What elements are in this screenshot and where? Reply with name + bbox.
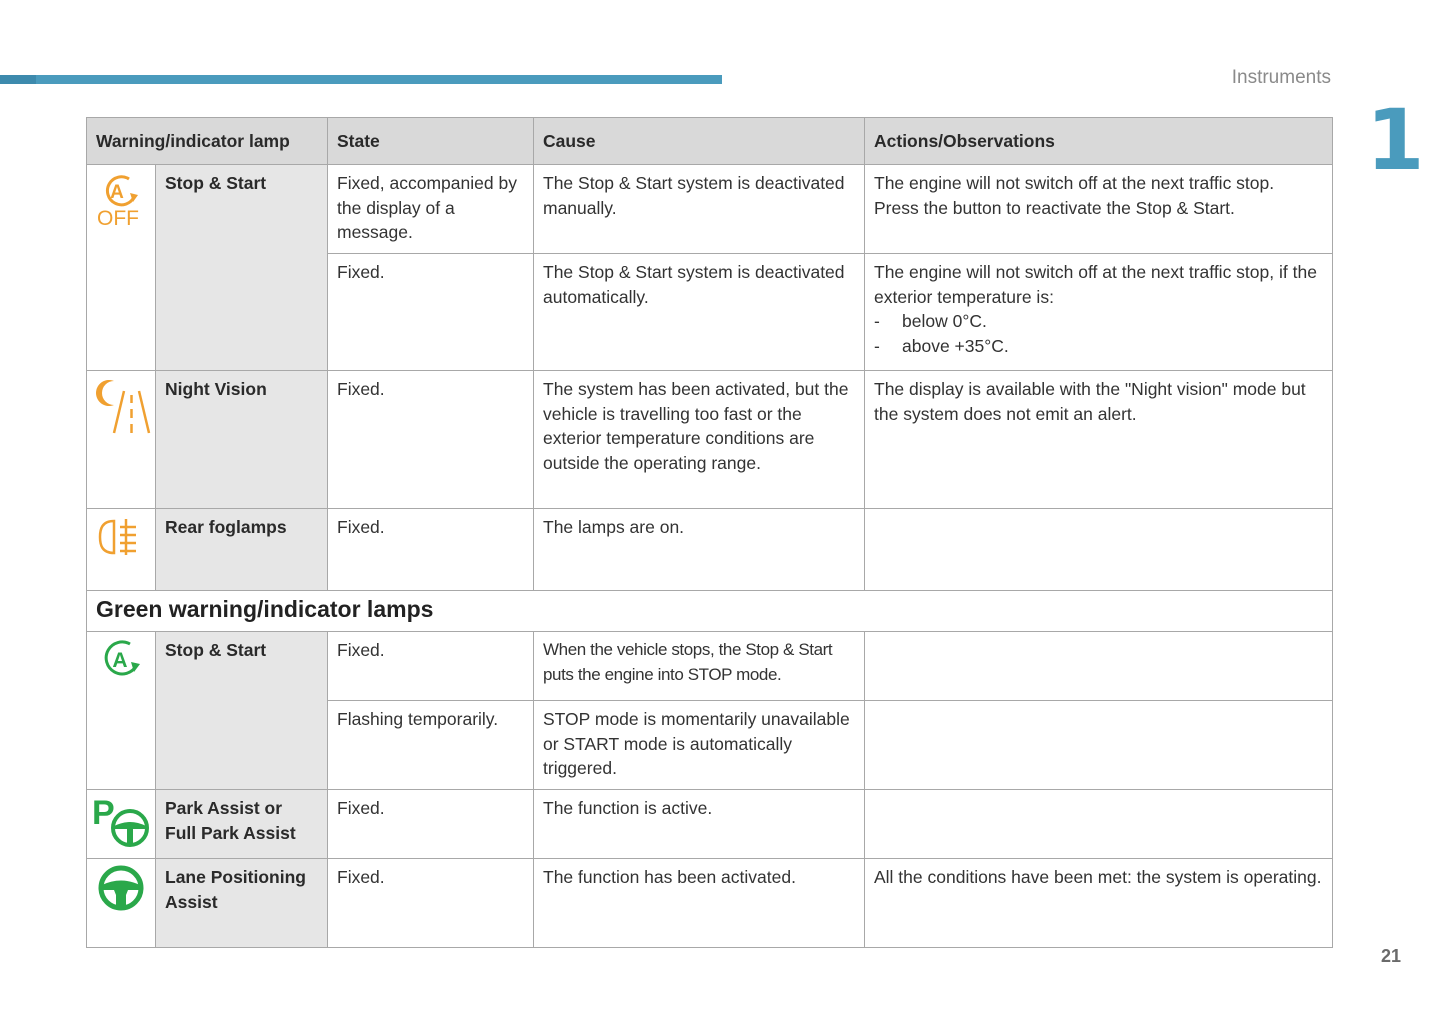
- actions-cell: [865, 701, 1333, 790]
- cause-cell: The Stop & Start system is deactivated automatically.: [534, 254, 865, 371]
- cause-cell: The function has been activated.: [534, 859, 865, 948]
- stop-start-off-icon: [96, 171, 146, 231]
- actions-cell: [865, 254, 1333, 371]
- stop-start-a-icon: [96, 638, 146, 682]
- bullet-text: below 0°C.: [902, 311, 987, 331]
- group-heading-row: [87, 591, 1333, 632]
- cause-cell: STOP mode is momentarily unavailable or START mode is automatically triggered.: [534, 701, 865, 790]
- stop-start-a-icon-a: A: [112, 649, 128, 672]
- cause-cell: The Stop & Start system is deactivated manually.: [534, 165, 865, 254]
- table-row: [87, 371, 1333, 509]
- actions-cell: All the conditions have been met: the system is operating.: [865, 859, 1333, 948]
- state-cell: Flashing temporarily.: [328, 701, 534, 790]
- park-assist-icon: [90, 794, 152, 848]
- list-item: [874, 309, 1323, 334]
- bullet-dash: -: [874, 335, 880, 356]
- top-accent-bar-start: [0, 75, 36, 84]
- rear-foglamp-icon-cell: [87, 509, 156, 591]
- state-cell: Fixed.: [328, 509, 534, 591]
- lamp-name: Stop & Start: [156, 632, 328, 790]
- lamp-name-line1: Park Assist or: [165, 798, 283, 818]
- actions-cell: The display is available with the "Night vision" mode but the system does not emit an alert.: [865, 371, 1333, 509]
- page-number: 21: [1381, 946, 1402, 966]
- steering-wheel-icon-cell: [87, 859, 156, 948]
- night-vision-icon-cell: [87, 371, 156, 509]
- state-cell: Fixed, accompanied by the display of a message.: [328, 165, 534, 254]
- rear-foglamp-icon: [96, 515, 146, 559]
- header-lamp: Warning/indicator lamp: [87, 118, 328, 165]
- actions-cell: [865, 632, 1333, 701]
- table-row: [87, 632, 1333, 701]
- state-cell: Fixed.: [328, 790, 534, 859]
- header-cause: Cause: [534, 118, 865, 165]
- lamp-name: Rear foglamps: [156, 509, 328, 591]
- state-cell: Fixed.: [328, 254, 534, 371]
- lamp-name-line2: Full Park Assist: [165, 822, 296, 843]
- list-item: [874, 334, 1323, 359]
- state-cell: Fixed.: [328, 371, 534, 509]
- chapter-number: 1: [1366, 91, 1425, 189]
- cause-cell: The system has been activated, but the vehicle is travelling too fast or the exterior temperature conditions are outside the operating range.: [534, 371, 865, 509]
- table-row: [87, 165, 1333, 254]
- stop-start-off-icon-a: A: [110, 182, 124, 203]
- header-actions: Actions/Observations: [865, 118, 1333, 165]
- actions-cell: The engine will not switch off at the next traffic stop. Press the button to reactivate the Stop & Start.: [865, 165, 1333, 254]
- table-row: [87, 859, 1333, 948]
- top-accent-bar: [0, 75, 722, 84]
- stop-start-a-icon-cell: [87, 632, 156, 790]
- lamp-name-line2: Assist: [165, 891, 218, 912]
- lamp-name: Stop & Start: [156, 165, 328, 371]
- stop-start-off-icon-cell: [87, 165, 156, 371]
- temperature-list: [874, 309, 1323, 358]
- cause-cell: The function is active.: [534, 790, 865, 859]
- actions-cell: [865, 509, 1333, 591]
- night-vision-icon: [96, 377, 152, 437]
- stop-start-off-icon-off: OFF: [97, 207, 139, 230]
- table-header-row: [87, 118, 1333, 165]
- actions-intro: The engine will not switch off at the next traffic stop, if the exterior temperature is:: [874, 262, 1317, 307]
- lamp-name: Night Vision: [156, 371, 328, 509]
- bullet-text: above +35°C.: [902, 335, 1009, 356]
- lamp-name: [156, 790, 328, 859]
- group-heading: Green warning/indicator lamps: [87, 591, 1333, 632]
- warning-lamps-table: [86, 117, 1333, 948]
- bullet-dash: -: [874, 311, 880, 331]
- lamp-name: [156, 859, 328, 948]
- cause-cell: The lamps are on.: [534, 509, 865, 591]
- park-assist-icon-cell: [87, 790, 156, 859]
- park-assist-icon-p: P: [92, 794, 115, 832]
- state-cell: Fixed.: [328, 632, 534, 701]
- table-row: [87, 509, 1333, 591]
- cause-cell: When the vehicle stops, the Stop & Start puts the engine into STOP mode.: [534, 632, 865, 701]
- header-state: State: [328, 118, 534, 165]
- state-cell: Fixed.: [328, 859, 534, 948]
- section-title: Instruments: [1231, 67, 1331, 88]
- lamp-name-line1: Lane Positioning: [165, 867, 306, 887]
- steering-wheel-icon: [96, 865, 146, 911]
- table-row: [87, 790, 1333, 859]
- actions-cell: [865, 790, 1333, 859]
